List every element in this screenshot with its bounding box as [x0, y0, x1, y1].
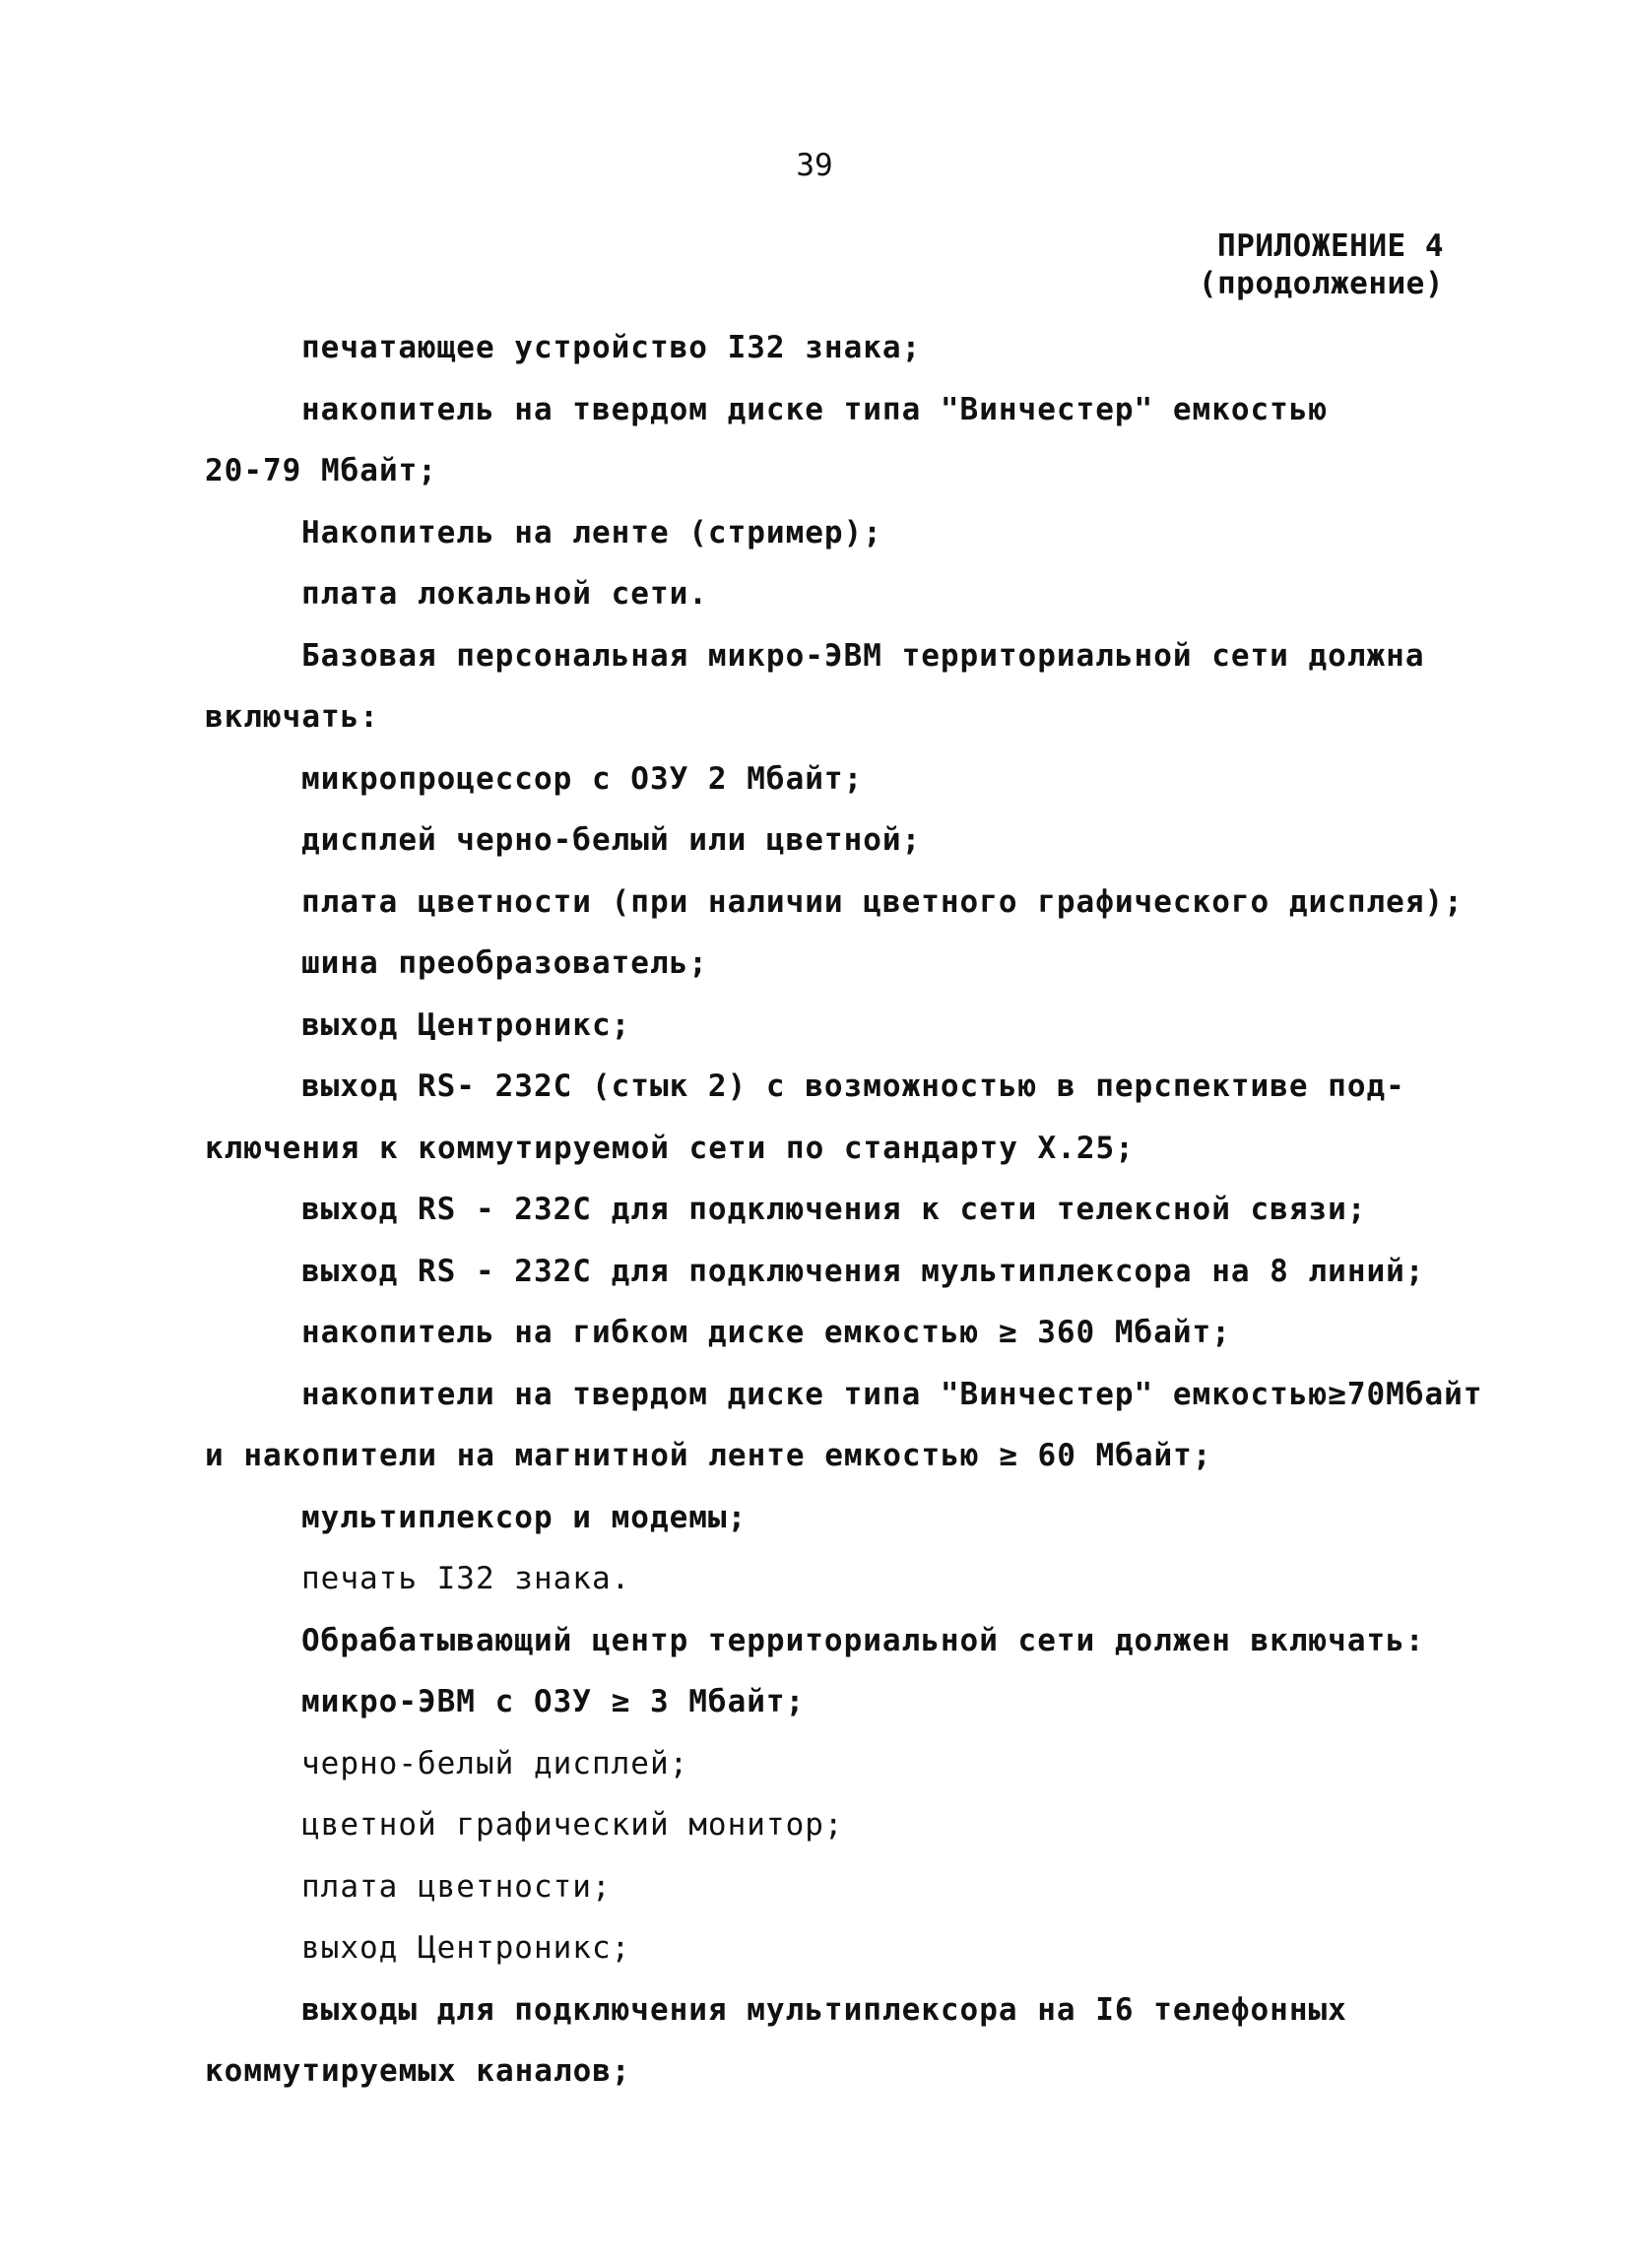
- text-line: плата цветности;: [301, 1868, 612, 1905]
- text-line: накопители на твердом диске типа "Винчестер" емкостью≥70Мбайт: [301, 1376, 1483, 1412]
- text-line: плата цветности (при наличии цветного графического дисплея);: [301, 883, 1464, 920]
- body-text: [205, 317, 1485, 2103]
- text-line: включать:: [205, 699, 379, 735]
- text-line: черно-белый дисплей;: [301, 1745, 689, 1782]
- text-line: выходы для подключения мультиплексора на I6 телефонных: [301, 1991, 1347, 2028]
- text-line: выход RS - 232С для подключения к сети телексной связи;: [301, 1192, 1367, 1227]
- text-line: выход RS- 232С (стык 2) с возможностью в перспективе под-: [301, 1069, 1405, 1104]
- text-line: и накопители на магнитной ленте емкостью ≥ 60 Мбайт;: [205, 1438, 1212, 1473]
- text-line: коммутируемых каналов;: [205, 2053, 631, 2089]
- text-line: мультиплексор и модемы;: [301, 1499, 748, 1535]
- text-line: цветной графический монитор;: [301, 1807, 844, 1843]
- text-line: микропроцессор с ОЗУ 2 Мбайт;: [301, 760, 864, 797]
- text-line: накопитель на гибком диске емкостью ≥ 360 Мбайт;: [301, 1315, 1231, 1350]
- page-number: 39: [796, 148, 833, 183]
- appendix-title: ПРИЛОЖЕНИЕ 4: [1217, 228, 1444, 264]
- text-line: накопитель на твердом диске типа "Винчестер" емкостью: [301, 391, 1329, 427]
- appendix-subtitle: (продолжение): [1198, 266, 1444, 301]
- text-line: 20-79 Мбайт;: [205, 453, 437, 488]
- text-line: Обрабатывающий центр территориальной сети должен включать:: [301, 1622, 1425, 1658]
- text-line: дисплей черно-белый или цветной;: [301, 822, 922, 858]
- text-line: печатающее устройство I32 знака;: [301, 330, 922, 365]
- text-line: выход Центроникс;: [301, 1006, 631, 1043]
- text-line: Базовая персональная микро-ЭВМ территориальной сети должна: [301, 637, 1425, 674]
- text-line: печать I32 знака.: [301, 1561, 631, 1596]
- text-line: Накопитель на ленте (стример);: [301, 514, 882, 551]
- text-line: микро-ЭВМ с ОЗУ ≥ 3 Мбайт;: [301, 1684, 806, 1719]
- text-line: ключения к коммутируемой сети по стандарту Х.25;: [205, 1130, 1135, 1166]
- text-line: шина преобразователь;: [301, 945, 708, 981]
- text-line: выход RS - 232С для подключения мультиплексора на 8 линий;: [301, 1253, 1425, 1289]
- text-line: плата локальной сети.: [301, 576, 708, 612]
- text-line: выход Центроникс;: [301, 1930, 631, 1966]
